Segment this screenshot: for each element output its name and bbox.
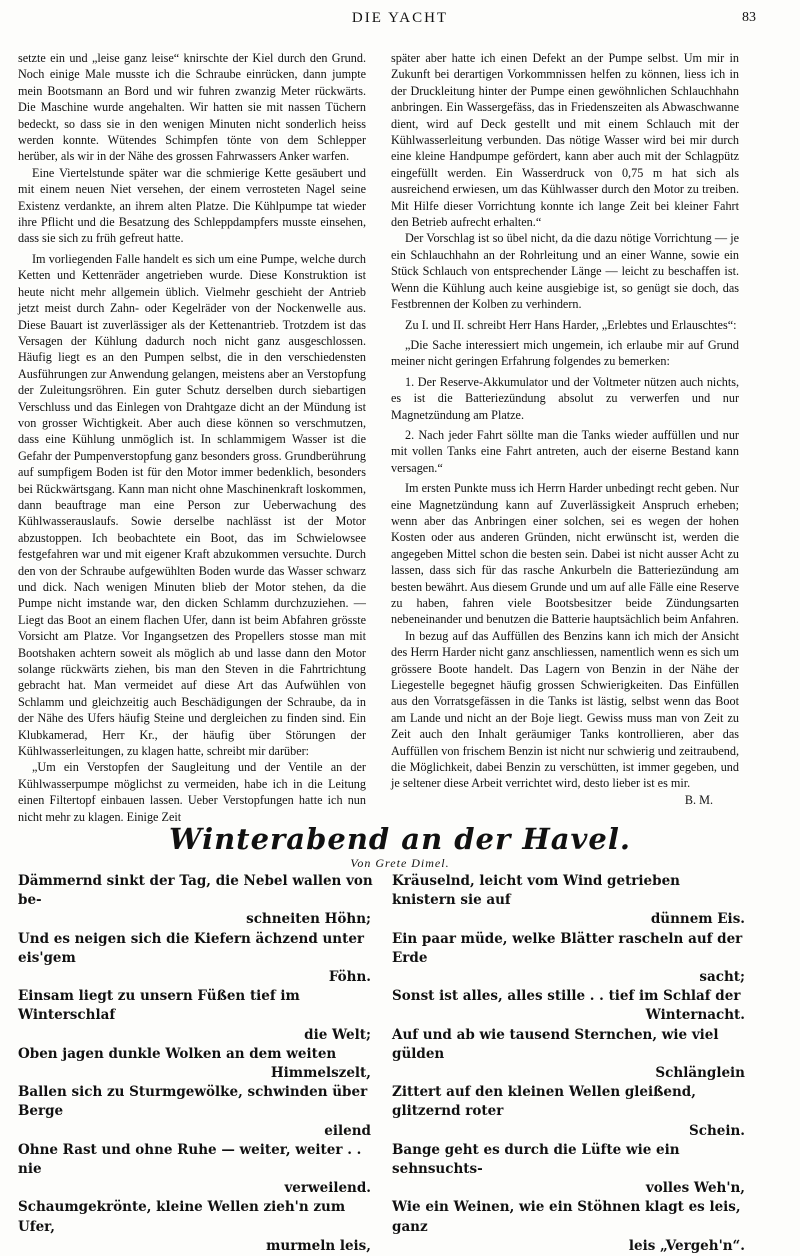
paragraph: Der Vorschlag ist so übel nicht, da die dazu nötige Vorrichtung — je ein Schlauchhahn an der Rohrleitung und an einer Wanne, sowie ein Stück Schlauch von entsprechender Länge — leicht zu beschaffen ist. Wenn die Kühlung auch keine ausgiebige ist, so genügt sie doch, das Festbrennen der Kolben zu verhindern. — [391, 231, 739, 312]
poem-title: Winterabend an der Havel. — [169, 822, 631, 856]
article-right-column — [391, 50, 739, 808]
author-signature: B. M. — [684, 792, 713, 807]
paragraph: In bezug auf das Auffüllen des Benzins kann ich mich der Ansicht des Herrn Harder nicht ganz anschliessen, namentlich wenn es sich um grössere Boote handelt. Das Lagern von Benzin in der Nähe der Liegestelle begegnet häufig grossen Schwierigkeiten. Das Einfüllen aus den Vorratsgefässen in die Tanks ist lästig, selbst wenn das Boot am Lande und nicht an der Boje liegt. Gewiss muss man von Zeit zu Zeit auch den Inhalt geräumiger Tanks kontrollieren, aber das Auffüllen von frischem Benzin ist nicht nur schwierig und zeitraubend, die Möglichkeit, dabei Benzin zu verschütten, ist immer gegeben, und je seltener diese Arbeit verrichtet wird, desto lieber ist es mir. — [391, 628, 739, 791]
poem-line: Ein paar müde, welke Blätter rascheln auf der Erde sacht; — [392, 930, 745, 986]
poem-line: Ballen sich zu Sturmgewölke, schwinden über Berge eilend — [18, 1084, 371, 1139]
quote-point-2: 2. Nach jeder Fahrt söllte man die Tanks wieder auffüllen und nur mit vollen Tanks eine Fahrt antreten, auch der eiserne Bestand kann versagen.“ — [391, 427, 739, 475]
article-left-column — [18, 50, 366, 825]
paragraph: später aber hatte ich einen Defekt an der Pumpe selbst. Um mir in Zukunft bei derartigen Vorkommnissen helfen zu können, liess ich in der Druckleitung hinter der Pumpe einen gewöhnlichen Schlauchhahn anbringen. Ein Wassergefäss, das in Friedenszeiten als Abwaschwanne dient, wird auf Deck gestellt und mit einem Schlauch mit der Kühlwasserleitung verbunden. Das nötige Wasser wird bei mir durch eine kleine Handpumpe gefördert, kann aber auch mit der Schlagpütz eingefüllt werden. Ein Wasserdruck von 0,75 m hat sich als ausreichend erwiesen, um das Kühlwasser durch den Motor zu treiben. Mit Hilfe dieser Vorrichtung konnte ich lange Zeit bei kleiner Fahrt den Betrieb aufrecht erhalten.“ — [391, 51, 739, 230]
poem-line: Auf und ab wie tausend Sternchen, wie viel gülden Schlänglein — [392, 1026, 745, 1082]
paragraph: Im vorliegenden Falle handelt es sich um eine Pumpe, welche durch Ketten und Kettenräder angetrieben wurde. Diese Konstruktion ist heute nicht mehr allgemein üblich. Vielmehr geschieht der Antrieb jetzt meist durch Zahn- oder Kegelräder von der Nockenwelle aus. Diese Bauart ist zuverlässiger als der Kettenantrieb. Trotzdem ist das Versagen der Kühlung dadurch noch nicht ganz ausgeschlossen. Häufig liegt es an den Pumpen selbst, die in den verschiedensten Ausführungen zur Anwendung gelangen, meistens aber an Verstopfung der Zuleitungsröhren. Ein guter Schutz derselben durch siebartigen Verschluss und das Einlegen von Drahtgaze dicht an der Mündung ist von grosser Wichtigkeit. Aber auch diese können so verschmutzen, dass eine Kühlung unmöglich ist. In schlammigem Wasser ist die Gefahr der Pumpenverstopfung ganz besonders gross. Grundberührung auf sumpfigem Boden ist für den Motor immer bedenklich, besonders bei Rückwärtsgang. Kann man nicht ohne Maschinenkraft loskommen, dann beauftrage man eine Person zur Ueberwachung des Kühlwasserauslaufs. Sowie derselbe nachlässt ist der Motor abzustoppen. Ich beobachtete ein Boot, das im Schwielowsee festgefahren war und mit eigener Kraft abzukommen versuchte. Durch den von der Schraube aufgewühlten Boden wurde das Wasser schwarz und dick. Nach wenigen Minuten blieb der Motor stehen, da die Pumpe nicht imstande war, den dicken Schlamm durchzuziehen. — Liegt das Boot an einem flachen Ufer, dann ist beim Abfahren grösste Vorsicht am Platze. Vor Ingangsetzen des Propellers stosse man mit Bootshaken achtern soweit als möglich ab und lasse dann den Motor solange rückwärts ziehen, bis man den Steven in die Fahrtrichtung gebracht hat. Man vermeidet auf diese Art das Aufwühlen von Schlamm und gleichzeitig auch Beschädigungen der Schraube, da in der Nähe des Ufers häufig Steine und dergleichen zu finden sind. Ein Klubkamerad, Herr Kr., der häufig über Störungen der Kühlwasserleitungen, zu klagen hatte, schreibt mir darüber: — [18, 251, 366, 759]
poem-line: Ohne Rast und ohne Ruhe — weiter, weiter . . nie verweilend. — [18, 1141, 371, 1197]
paragraph: Eine Viertelstunde später war die schmierige Kette gesäubert und mit einem neuen Niet versehen, der einem verrosteten Nagel seine Existenz verdankte, an ihrem alten Platze. Die Kühlpumpe tat wieder ihre Pflicht und die Besatzung des Schleppdampfers musste einsehen, dass sie sich zu früh gefreut hatte. — [18, 165, 366, 246]
poem-line: Zittert auf den kleinen Wellen gleißend, glitzernd roter Schein. — [392, 1084, 745, 1139]
poem-line: Und es neigen sich die Kiefern ächzend unter eis'gem Föhn. — [18, 930, 371, 986]
paragraph: Zu I. und II. schreibt Herr Hans Harder, „Erlebtes und Erlauschtes“: — [405, 317, 737, 332]
poem-line: Schaumgekrönte, kleine Wellen zieh'n zum Ufer, murmeln leis, — [18, 1199, 371, 1254]
poem-right-column — [392, 872, 747, 1256]
quote-paragraph: „Die Sache interessiert mich ungemein, ich erlaube mir auf Grund meiner nicht geringen Erfahrung folgendes zu bemerken: — [391, 337, 739, 369]
paragraph: „Um ein Verstopfen der Saugleitung und der Ventile an der Kühlwasserpumpe möglichst zu vermeiden, habe ich in die Leitung einen Filtertopf einbauen lassen. Ueber Verstopfungen hatte ich nun nicht mehr zu klagen. Einige Zeit — [18, 760, 366, 824]
signature-line — [391, 792, 739, 808]
paragraph: setzte ein und „leise ganz leise“ knirschte der Kiel durch den Grund. Noch einige Male musste ich die Schraube einrücken, dann jumpte mein Bootsmann an Bord und wir fuhren zwanzig Meter rückwärts. Die Maschine wurde angehalten. Wir hatten sie mit nassen Tüchern bedeckt, so dass sie in den wenigen Minuten nicht sonderlich heiss werden konnte. Wütendes Schimpfen tönte von dem Schlepper herüber, als wir in der Nähe des grossen Fahrwassers Anker warfen. — [18, 51, 366, 164]
poem-line: Wie ein Weinen, wie ein Stöhnen klagt es leis, ganz leis „Vergeh'n“. — [392, 1199, 745, 1254]
poem-line: Kräuselnd, leicht vom Wind getrieben knistern sie auf dünnem Eis. — [392, 873, 745, 928]
poem-line: Bange geht es durch die Lüfte wie ein sehnsuchts- volles Weh'n, — [392, 1141, 745, 1197]
poem-line: Oben jagen dunkle Wolken an dem weiten Himmelszelt, — [18, 1045, 371, 1082]
page-number: 83 — [742, 10, 756, 25]
paragraph: Im ersten Punkte muss ich Herrn Harder unbedingt recht geben. Nur eine Magnetzündung kann auf Zuverlässigkeit Anspruch erheben; wenn aber das Anbringen einer solchen, sei es wegen der hohen Kosten oder aus anderen Gründen, nicht erwünscht ist, werden die angegeben Mittel schon die besten sein. Dabei ist nicht ausser Acht zu lassen, dass sich für das rasche Ankurbeln die Batteriezündung am besten bewährt. Aus diesem Grunde und um auf alle Fälle eine Reserve zu haben, fahren viele Bootsbesitzer beide Zündungsarten nebeneinander und benutzen die Batterie hauptsächlich beim Anfahren. — [391, 481, 739, 627]
running-title: DIE YACHT — [351, 10, 449, 26]
poem-left-column — [18, 872, 373, 1256]
poem-author: Von Grete Dimel. — [350, 856, 450, 870]
poem-line: Einsam liegt zu unsern Füßen tief im Winterschlaf die Welt; — [18, 988, 371, 1043]
poem-line: Sonst ist alles, alles stille . . tief im Schlaf der Winternacht. — [392, 988, 745, 1024]
quote-point-1: 1. Der Reserve-Akkumulator und der Voltmeter nützen auch nichts, es ist die Batteriezündung absolut zu verwerfen und nur Magnetzündung am Platze. — [391, 374, 739, 422]
poem-line: Dämmernd sinkt der Tag, die Nebel wallen von be- schneiten Höhn; — [18, 873, 373, 928]
